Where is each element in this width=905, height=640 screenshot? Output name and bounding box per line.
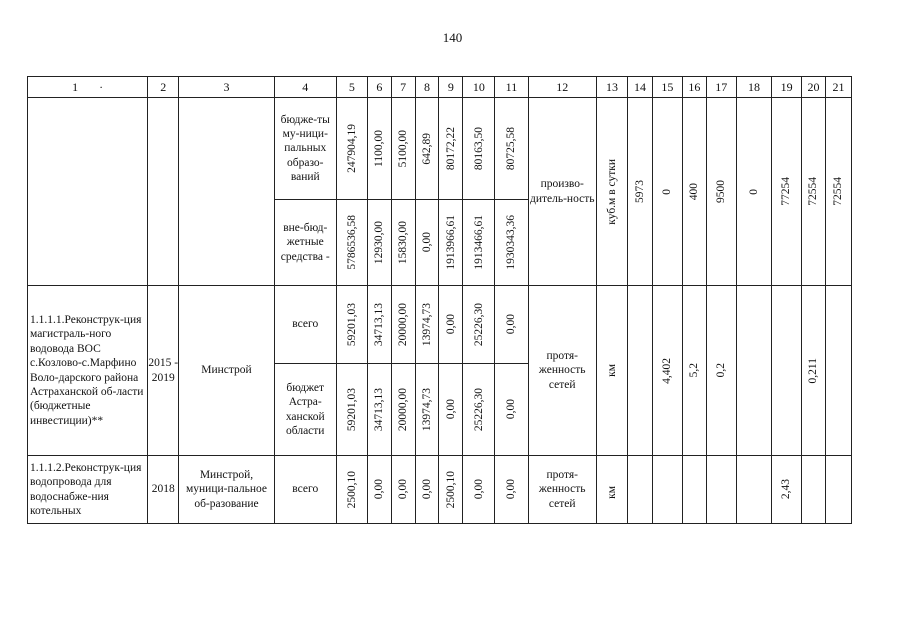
value-cell: 1930343,36 [495,200,528,286]
target-cell: 5973 [628,98,653,286]
header-cell: 20 [802,77,826,98]
executor-cell: Минстрой [179,286,274,456]
value-cell: 0,00 [495,456,528,524]
executor-cell: Минстрой, муници-пальное об-разование [179,456,274,524]
target-cell: 400 [682,98,706,286]
value-cell: 0,00 [391,456,415,524]
value-cell: 0,00 [495,286,528,364]
header-row [28,77,852,98]
header-cell: 3 [179,77,274,98]
target-cell: 72554 [825,98,851,286]
header-mark: · [99,79,104,94]
value-cell: 59201,03 [336,364,367,456]
value-cell: 5100,00 [391,98,415,200]
empty-cell [179,98,274,286]
value-cell: 80725,58 [495,98,528,200]
target-cell: 77254 [772,98,802,286]
period-cell: 2015 - 2019 [148,286,179,456]
value-cell: 0,00 [415,200,439,286]
header-cell: 10 [463,77,495,98]
empty-cell [28,98,148,286]
header-cell: 14 [628,77,653,98]
empty-cell [706,456,736,524]
empty-cell [628,456,653,524]
value-cell: 13974,73 [415,286,439,364]
period-cell: 2018 [148,456,179,524]
value-cell: 0,00 [495,364,528,456]
header-cell: 6 [367,77,391,98]
value-cell: 247904,19 [336,98,367,200]
target-cell: 72554 [802,98,826,286]
header-cell: 11 [495,77,528,98]
header-cell: 17 [706,77,736,98]
table-row [28,98,852,200]
empty-cell [628,286,653,456]
header-cell: 12 [528,77,596,98]
empty-cell [802,456,826,524]
value-cell: 25226,30 [463,286,495,364]
header-cell: 4 [274,77,336,98]
header-cell: 8 [415,77,439,98]
empty-cell [682,456,706,524]
value-cell: 34713,13 [367,286,391,364]
funding-source-cell: вне-бюд-жетные средства - [274,200,336,286]
value-cell: 1100,00 [367,98,391,200]
value-cell: 0,00 [439,364,463,456]
empty-cell [652,456,682,524]
value-cell: 2500,10 [439,456,463,524]
target-cell: 0,2 [706,286,736,456]
table-row [28,286,852,364]
value-cell: 5786536,58 [336,200,367,286]
value-cell: 80163,50 [463,98,495,200]
header-cell: 1 · [28,77,148,98]
header-cell: 7 [391,77,415,98]
funding-source-cell: бюджет Астра-ханской области [274,364,336,456]
value-cell: 13974,73 [415,364,439,456]
target-cell: 5,2 [682,286,706,456]
header-cell: 13 [596,77,627,98]
value-cell: 20000,00 [391,286,415,364]
empty-cell [825,286,851,456]
target-cell: 0 [652,98,682,286]
funding-source-cell: всего [274,456,336,524]
target-cell: 0,211 [802,286,826,456]
empty-cell [772,286,802,456]
unit-cell: км [596,456,627,524]
header-cell: 5 [336,77,367,98]
header-cell: 16 [682,77,706,98]
header-cell: 2 [148,77,179,98]
empty-cell [148,98,179,286]
empty-cell [825,456,851,524]
funding-source-cell: бюдже-ты му-ници-пальных образо-ваний [274,98,336,200]
indicator-cell: протя-женность сетей [528,286,596,456]
cell-mark: - [325,250,330,263]
value-cell: 0,00 [415,456,439,524]
value-cell: 1913966,61 [439,200,463,286]
value-cell: 59201,03 [336,286,367,364]
measure-name-cell: 1.1.1.2.Реконструк-ция водопровода для водоснабже-ния котельных [28,456,148,524]
value-cell: 1913466,61 [463,200,495,286]
target-cell: 0 [736,98,771,286]
value-cell: 642,89 [415,98,439,200]
value-cell: 0,00 [439,286,463,364]
value-cell: 15830,00 [391,200,415,286]
header-cell: 15 [652,77,682,98]
table-row [28,456,852,524]
target-cell: 4,402 [652,286,682,456]
value-cell: 34713,13 [367,364,391,456]
value-cell: 0,00 [463,456,495,524]
header-cell: 18 [736,77,771,98]
unit-cell: куб.м в сутки [596,98,627,286]
value-cell: 12930,00 [367,200,391,286]
value-cell: 20000,00 [391,364,415,456]
target-cell: 2,43 [772,456,802,524]
empty-cell [736,286,771,456]
funding-source-cell: всего [274,286,336,364]
header-cell: 9 [439,77,463,98]
empty-cell [736,456,771,524]
value-cell: 0,00 [367,456,391,524]
page-number: 140 [442,30,463,45]
program-table [27,76,852,524]
value-cell: 2500,10 [336,456,367,524]
value-cell: 25226,30 [463,364,495,456]
header-cell: 21 [825,77,851,98]
indicator-cell: произво-дитель-ность [528,98,596,286]
indicator-cell: протя-женность сетей [528,456,596,524]
value-cell: 80172,22 [439,98,463,200]
target-cell: 9500 [706,98,736,286]
unit-cell: км [596,286,627,456]
header-cell: 19 [772,77,802,98]
measure-name-cell: 1.1.1.1.Реконструк-ция магистраль-ного водовода ВОС с.Козлово-с.Марфино Воло-дарского района Астраханской об-ласти (бюджетные инвестиции)** [28,286,148,456]
